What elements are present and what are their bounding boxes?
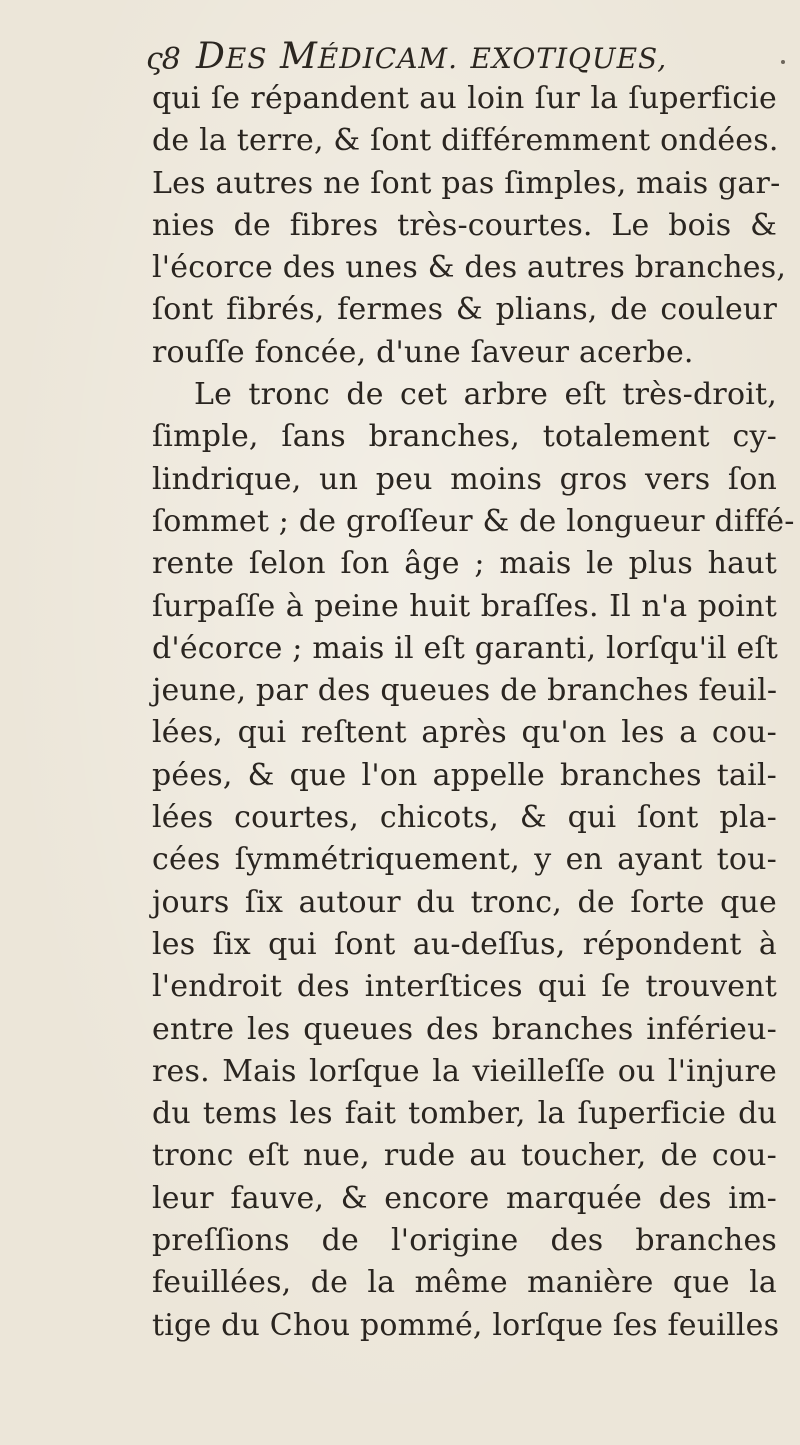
text-line: leur fauve, & encore marquée des im- (152, 1180, 777, 1216)
running-head-edicam: ÉDICAM. (317, 42, 458, 75)
text-line: pées, & que l'on appelle branches tail- (152, 757, 777, 793)
running-head-exotiques: EXOTIQUES, (470, 42, 668, 75)
text-line: tige du Chou pommé, lorſque ſes feuilles (152, 1307, 780, 1343)
running-head-es: ES (225, 42, 268, 75)
text-line: cées ſymmétriquement, y en ayant tou- (152, 842, 777, 878)
text-line: Les autres ne ſont pas ſimples, mais gar- (152, 165, 781, 201)
text-line: entre les queues des branches inférieu- (152, 1011, 777, 1047)
text-line: rente ſelon ſon âge ; mais le plus haut (152, 546, 777, 582)
text-line: du tems les fait tomber, la ſuperficie du (152, 1096, 777, 1132)
text-line: jeune, par des queues de branches feuil- (152, 673, 778, 709)
text-line: rouſſe foncée, d'une ſaveur acerbe. (152, 334, 694, 370)
text-line: feuillées, de la même manière que la (152, 1265, 777, 1301)
text-line: jours ſix autour du tronc, de ſorte que (152, 884, 777, 920)
text-line: tronc eſt nue, rude au toucher, de cou- (152, 1138, 777, 1174)
text-line: nies de fibres très-courtes. Le bois & (152, 207, 777, 243)
text-line: les ſix qui ſont au-deſſus, répondent à (152, 926, 777, 962)
ink-speck (781, 60, 785, 64)
text-line: l'endroit des interſtices qui ſe trouvent (152, 969, 777, 1005)
text-line: lées courtes, chicots, & qui ſont pla- (152, 800, 777, 836)
text-line: qui ſe répandent au loin ſur la ſuperficie (152, 81, 777, 116)
running-head-cap-m: M (279, 36, 318, 77)
text-line: ſimple, ſans branches, totalement cy- (152, 419, 777, 455)
text-line: ſommet ; de groſſeur & de longueur diffé- (152, 503, 795, 539)
text-line: de la terre, & ſont différemment ondées. (152, 123, 779, 159)
running-head (196, 36, 667, 77)
text-line: l'écorce des unes & des autres branches, (152, 250, 787, 286)
text-line: lées, qui reſtent après qu'on les a cou- (152, 715, 777, 751)
page-number: ς8 (146, 42, 180, 77)
text-line: Le tronc de cet arbre eſt très-droit, (194, 377, 777, 413)
text-line: d'écorce ; mais il eſt garanti, lorſqu'il eſt (152, 630, 779, 666)
body-text (152, 78, 795, 1347)
text-line: preſſions de l'origine des branches (152, 1223, 777, 1259)
text-line: lindrique, un peu moins gros vers ſon (152, 461, 777, 497)
text-line: res. Mais lorſque la vieilleſſe ou l'injure (152, 1053, 777, 1089)
running-head-cap-d: D (196, 36, 226, 77)
text-line: ſont fibrés, fermes & plians, de couleur (152, 292, 777, 328)
text-line: ſurpaſſe à peine huit braſſes. Il n'a point (152, 588, 777, 624)
